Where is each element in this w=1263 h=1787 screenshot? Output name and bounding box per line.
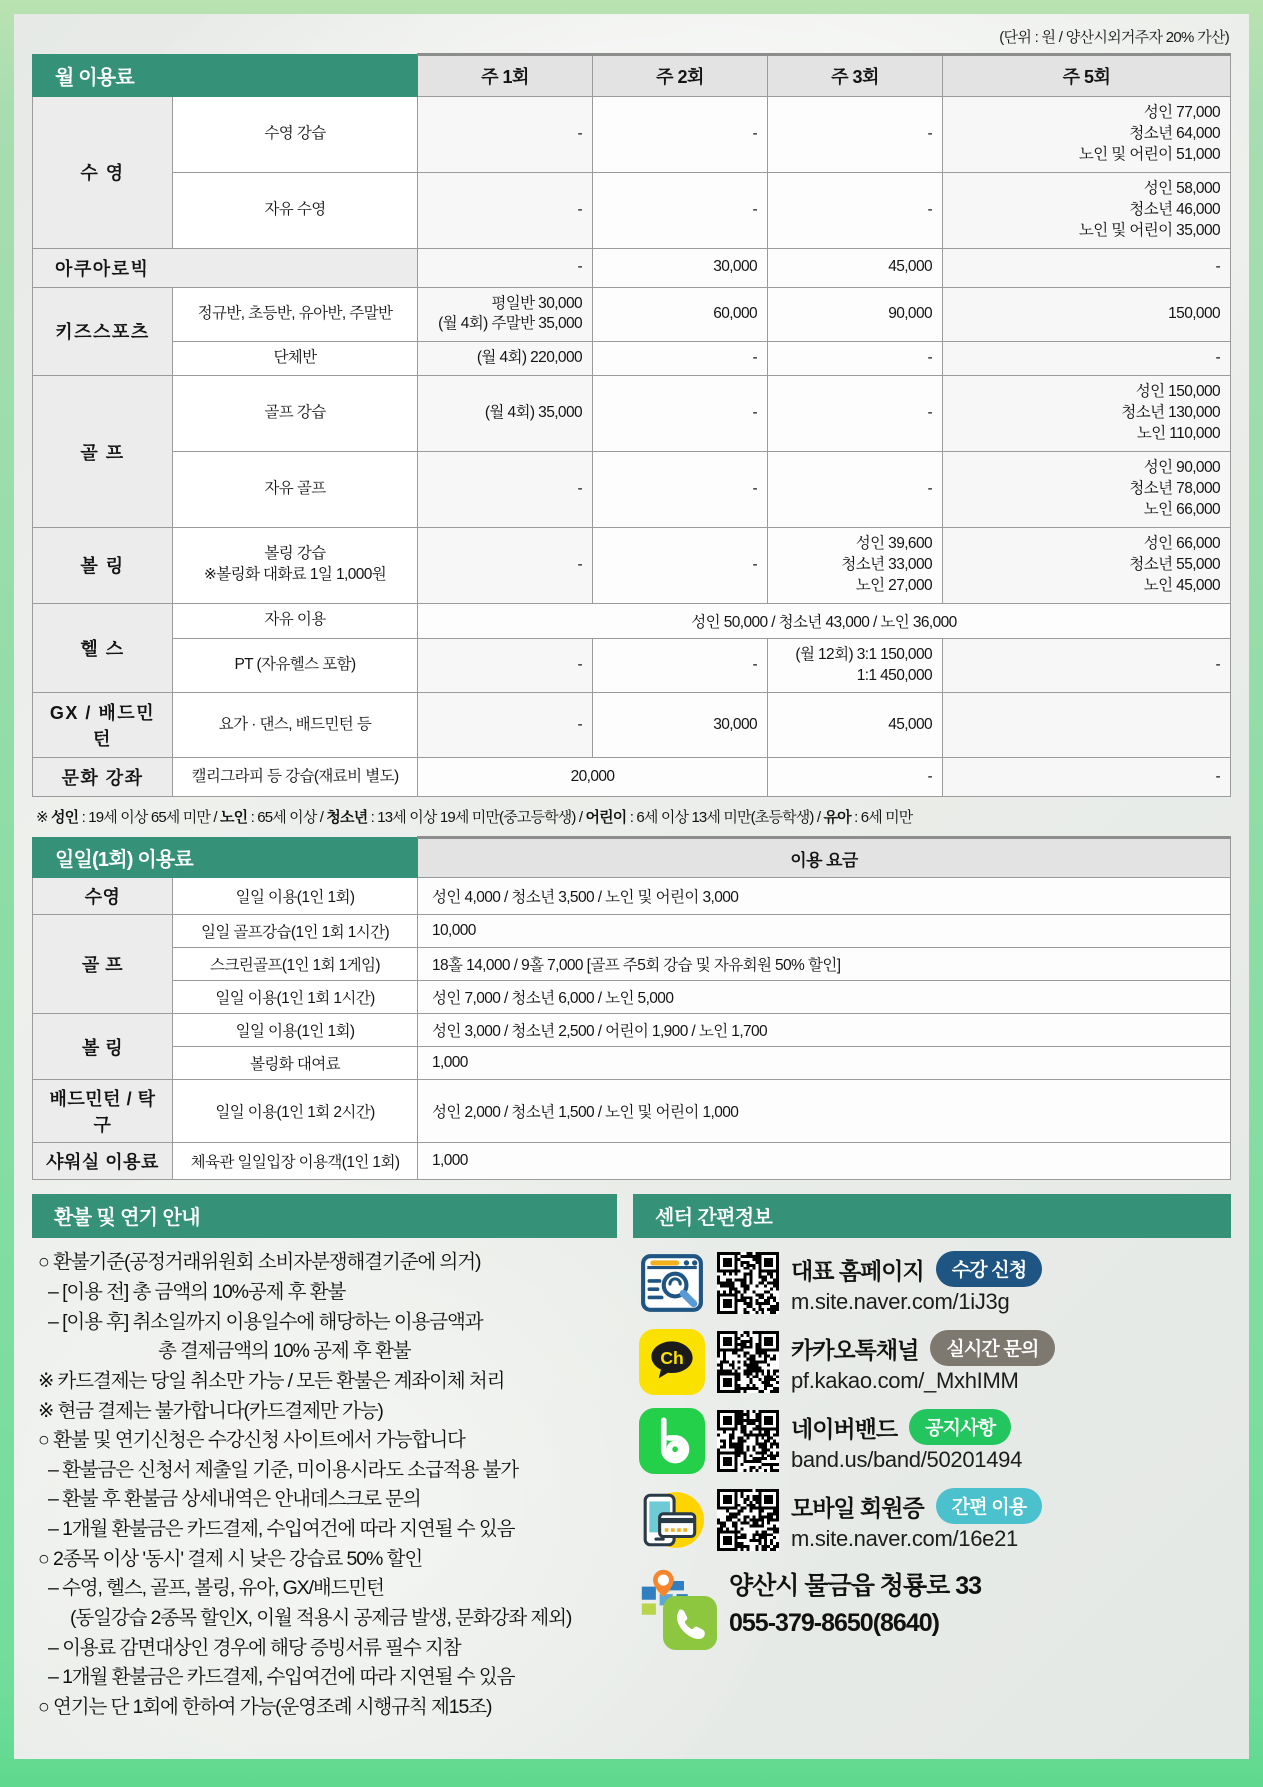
row-value: 성인 66,000 청소년 55,000 노인 45,000 — [943, 527, 1231, 603]
row-value: - — [418, 452, 593, 528]
row-value: - — [768, 376, 943, 452]
monthly-title: 월 이용료 — [33, 55, 418, 97]
row-value: - — [418, 97, 593, 173]
table-row — [33, 1143, 1231, 1180]
contact-url[interactable]: m.site.naver.com/1iJ3g — [791, 1289, 1010, 1315]
row-value: 45,000 — [768, 693, 943, 758]
row-value: (월 4회) 220,000 — [418, 342, 593, 376]
poster-page — [14, 14, 1249, 1759]
row-value: - — [418, 693, 593, 758]
row-value: - — [593, 172, 768, 248]
row-value: - — [943, 638, 1231, 693]
row-value: 10,000 — [418, 915, 1231, 948]
contact-row[interactable] — [639, 1487, 1231, 1553]
row-category: 골 프 — [33, 915, 173, 1014]
row-value: - — [768, 97, 943, 173]
row-subcategory: 일일 골프강습(1인 1회 1시간) — [173, 915, 418, 948]
table-row — [33, 342, 1231, 376]
center-info-title: 센터 간편정보 — [633, 1194, 1231, 1238]
qr-code-icon[interactable] — [717, 1410, 779, 1472]
bottom-section — [32, 1194, 1231, 1722]
row-subcategory: 일일 이용(1인 1회 1시간) — [173, 981, 418, 1014]
daily-title: 일일(1회) 이용료 — [33, 838, 418, 878]
row-value: 성인 7,000 / 청소년 6,000 / 노인 5,000 — [418, 981, 1231, 1014]
row-value: 성인 2,000 / 청소년 1,500 / 노인 및 어린이 1,000 — [418, 1080, 1231, 1143]
table-row — [33, 376, 1231, 452]
table-row — [33, 878, 1231, 915]
row-category: 헬 스 — [33, 603, 173, 693]
row-subcategory: 정규반, 초등반, 유아반, 주말반 — [173, 287, 418, 342]
row-category: 볼 링 — [33, 527, 173, 603]
phone-icon — [663, 1596, 717, 1655]
row-value: 성인 90,000 청소년 78,000 노인 66,000 — [943, 452, 1231, 528]
contact-url[interactable]: pf.kakao.com/_MxhIMM — [791, 1368, 1019, 1394]
row-category: 샤워실 이용료 — [33, 1143, 173, 1180]
contact-name: 모바일 회원증 — [791, 1494, 924, 1521]
row-value: - — [768, 342, 943, 376]
row-value: - — [593, 527, 768, 603]
row-value: 평일반 30,000 (월 4회) 주말반 35,000 — [418, 287, 593, 342]
center-info-panel — [633, 1194, 1231, 1722]
contact-row[interactable] — [639, 1408, 1231, 1474]
policy-line: 총 결제금액의 10% 공제 후 환불 — [158, 1340, 411, 1363]
table-row — [33, 527, 1231, 603]
row-value: 30,000 — [593, 693, 768, 758]
row-value: 성인 77,000 청소년 64,000 노인 및 어린이 51,000 — [943, 97, 1231, 173]
row-subcategory: 자유 수영 — [173, 172, 418, 248]
address-row — [639, 1566, 1231, 1644]
kakao-channel-icon — [639, 1329, 705, 1395]
row-value: - — [768, 758, 943, 797]
daily-header-row — [33, 838, 1231, 878]
row-value: 성인 3,000 / 청소년 2,500 / 어린이 1,900 / 노인 1,700 — [418, 1014, 1231, 1047]
refund-policy-list — [32, 1238, 617, 1722]
refund-panel — [32, 1194, 617, 1722]
contact-url[interactable]: m.site.naver.com/16e21 — [791, 1526, 1018, 1552]
row-subcategory: 단체반 — [173, 342, 418, 376]
table-row — [33, 287, 1231, 342]
row-value: - — [418, 638, 593, 693]
table-row — [33, 948, 1231, 981]
policy-line: ※ 카드결제는 당일 취소만 가능 / 모든 환불은 계좌이체 처리 — [38, 1369, 505, 1392]
row-category: 문화 강좌 — [33, 758, 173, 797]
row-value: 성인 150,000 청소년 130,000 노인 110,000 — [943, 376, 1231, 452]
row-value: 90,000 — [768, 287, 943, 342]
policy-line: ○ 2종목 이상 '동시' 결제 시 낮은 강습료 50% 할인 — [38, 1547, 423, 1570]
table-row — [33, 638, 1231, 693]
policy-line: ※ 현금 결제는 불가합니다(카드결제만 가능) — [38, 1399, 383, 1422]
daily-pricing-table — [32, 836, 1231, 1180]
contact-badge[interactable]: 공지사항 — [909, 1409, 1011, 1445]
row-category: 수 영 — [33, 97, 173, 249]
contact-row[interactable] — [639, 1329, 1231, 1395]
row-subcategory: 볼링화 대여료 — [173, 1047, 418, 1080]
table-row — [33, 1080, 1231, 1143]
row-subcategory: 골프 강습 — [173, 376, 418, 452]
row-value: - — [768, 452, 943, 528]
center-phone[interactable]: 055-379-8650(8640) — [729, 1609, 939, 1638]
contact-name: 카카오톡채널 — [791, 1336, 919, 1363]
row-value: - — [593, 376, 768, 452]
row-value: (월 4회) 35,000 — [418, 376, 593, 452]
row-value: - — [593, 638, 768, 693]
contact-badge[interactable]: 실시간 문의 — [930, 1330, 1054, 1366]
row-subcategory: 자유 이용 — [173, 603, 418, 638]
table-row — [33, 915, 1231, 948]
row-value: 45,000 — [768, 248, 943, 287]
contact-name: 네이버밴드 — [791, 1415, 898, 1442]
table-row — [33, 603, 1231, 638]
row-subcategory: 캘리그라피 등 강습(재료비 별도) — [173, 758, 418, 797]
row-value: 1,000 — [418, 1143, 1231, 1180]
row-category: 키즈스포츠 — [33, 287, 173, 376]
policy-line: ○ 연기는 단 1회에 한하여 가능(운영조례 시행규칙 제15조) — [38, 1695, 492, 1718]
row-value: 60,000 — [593, 287, 768, 342]
row-value: 30,000 — [593, 248, 768, 287]
row-value: - — [593, 452, 768, 528]
row-subcategory: 일일 이용(1인 1회) — [173, 1014, 418, 1047]
svg-text:Ch: Ch — [660, 1348, 684, 1369]
row-value: 20,000 — [418, 758, 768, 797]
contact-list — [633, 1238, 1231, 1644]
row-subcategory: 일일 이용(1인 1회 2시간) — [173, 1080, 418, 1143]
policy-line: ○ 환불기준(공정거래위원회 소비자분쟁해결기준에 의거) — [38, 1251, 481, 1274]
row-subcategory: 스크린골프(1인 1회 1게임) — [173, 948, 418, 981]
row-value: 성인 39,600 청소년 33,000 노인 27,000 — [768, 527, 943, 603]
row-value: - — [418, 527, 593, 603]
row-category: GX / 배드민턴 — [33, 693, 173, 758]
naver-band-icon — [639, 1408, 705, 1474]
row-subcategory: 일일 이용(1인 1회) — [173, 878, 418, 915]
row-merged-value: 성인 50,000 / 청소년 43,000 / 노인 36,000 — [418, 603, 1231, 638]
row-value: - — [768, 172, 943, 248]
row-value: 1,000 — [418, 1047, 1231, 1080]
qr-code-icon[interactable] — [717, 1252, 779, 1314]
policy-line: – 1개월 환불금은 카드결제, 수입여건에 따라 지연될 수 있음 — [48, 1518, 515, 1541]
monthly-header-row — [33, 55, 1231, 97]
monthly-col-header: 주 5회 — [943, 55, 1231, 97]
table-row — [33, 97, 1231, 173]
table-row — [33, 248, 1231, 287]
table-row — [33, 452, 1231, 528]
refund-panel-title: 환불 및 연기 안내 — [32, 1194, 617, 1238]
contact-url[interactable]: band.us/band/50201494 — [791, 1447, 1023, 1473]
row-value: (월 12회) 3:1 150,000 1:1 450,000 — [768, 638, 943, 693]
row-subcategory: 볼링 강습 ※볼링화 대화료 1일 1,000원 — [173, 527, 418, 603]
table-row — [33, 1047, 1231, 1080]
row-category: 수영 — [33, 878, 173, 915]
row-value — [943, 693, 1231, 758]
row-subcategory: 요가 · 댄스, 배드민턴 등 — [173, 693, 418, 758]
row-category: 골 프 — [33, 376, 173, 528]
row-value: - — [593, 342, 768, 376]
table-row — [33, 172, 1231, 248]
policy-line: (동일강습 2종목 할인X, 이월 적용시 공제금 발생, 문화강좌 제외) — [70, 1606, 572, 1629]
row-subcategory: 자유 골프 — [173, 452, 418, 528]
policy-line: – [이용 전] 총 금액의 10%공제 후 환불 — [48, 1281, 346, 1304]
row-value: - — [943, 758, 1231, 797]
age-legend: ※ 성인 : 19세 이상 65세 미만 / 노인 : 65세 이상 / 청소년 : 13세 이상 19세 미만(중고등학생) / 어린이 : 6세 이상 13세 미만(초등학생) / 유아 : 6세 미만 — [36, 809, 913, 827]
monthly-col-header: 주 1회 — [418, 55, 593, 97]
qr-code-icon[interactable] — [717, 1489, 779, 1551]
policy-line: ○ 환불 및 연기신청은 수강신청 사이트에서 가능합니다 — [38, 1429, 465, 1452]
row-value: - — [943, 248, 1231, 287]
policy-line: – 환불금은 신청서 제출일 기준, 미이용시라도 소급적용 불가 — [48, 1458, 518, 1481]
row-subcategory: PT (자유헬스 포함) — [173, 638, 418, 693]
policy-line: – 1개월 환불금은 카드결제, 수입여건에 따라 지연될 수 있음 — [48, 1666, 515, 1689]
row-value: - — [593, 97, 768, 173]
daily-fee-header: 이용 요금 — [418, 838, 1231, 878]
monthly-col-header: 주 2회 — [593, 55, 768, 97]
row-category: 배드민턴 / 탁구 — [33, 1080, 173, 1143]
table-row — [33, 981, 1231, 1014]
policy-line: – 수영, 헬스, 골프, 볼링, 유아, GX/배드민턴 — [48, 1577, 384, 1600]
contact-row[interactable] — [639, 1250, 1231, 1316]
contact-name: 대표 홈페이지 — [791, 1257, 924, 1284]
table-row — [33, 1014, 1231, 1047]
row-value: - — [418, 172, 593, 248]
row-category: 볼 링 — [33, 1014, 173, 1080]
policy-line: – 환불 후 환불금 상세내역은 안내데스크로 문의 — [48, 1488, 421, 1511]
policy-line: – [이용 후] 취소일까지 이용일수에 해당하는 이용금액과 — [48, 1310, 483, 1333]
row-subcategory: 수영 강습 — [173, 97, 418, 173]
row-value: - — [943, 342, 1231, 376]
row-subcategory: 체육관 일일입장 이용객(1인 1회) — [173, 1143, 418, 1180]
row-value: 18홀 14,000 / 9홀 7,000 [골프 주5회 강습 및 자유회원 50% 할인] — [418, 948, 1231, 981]
qr-code-icon[interactable] — [717, 1331, 779, 1393]
monthly-pricing-table — [32, 53, 1231, 797]
row-value: 성인 4,000 / 청소년 3,500 / 노인 및 어린이 3,000 — [418, 878, 1231, 915]
table-row — [33, 693, 1231, 758]
mobile-membership-icon — [639, 1487, 705, 1553]
contact-badge[interactable]: 수강 신청 — [936, 1251, 1043, 1287]
monthly-col-header: 주 3회 — [768, 55, 943, 97]
row-value: 150,000 — [943, 287, 1231, 342]
row-value: 성인 58,000 청소년 46,000 노인 및 어린이 35,000 — [943, 172, 1231, 248]
policy-line: – 이용료 감면대상인 경우에 해당 증빙서류 필수 지참 — [48, 1636, 461, 1659]
row-value: - — [418, 248, 593, 287]
table-row — [33, 758, 1231, 797]
contact-badge[interactable]: 간편 이용 — [936, 1488, 1043, 1524]
unit-note: (단위 : 원 / 양산시외거주자 20% 가산) — [999, 29, 1229, 46]
center-address: 양산시 물금읍 청룡로 33 — [729, 1571, 981, 1600]
row-category: 아쿠아로빅 — [33, 248, 418, 287]
website-search-icon — [639, 1250, 705, 1316]
